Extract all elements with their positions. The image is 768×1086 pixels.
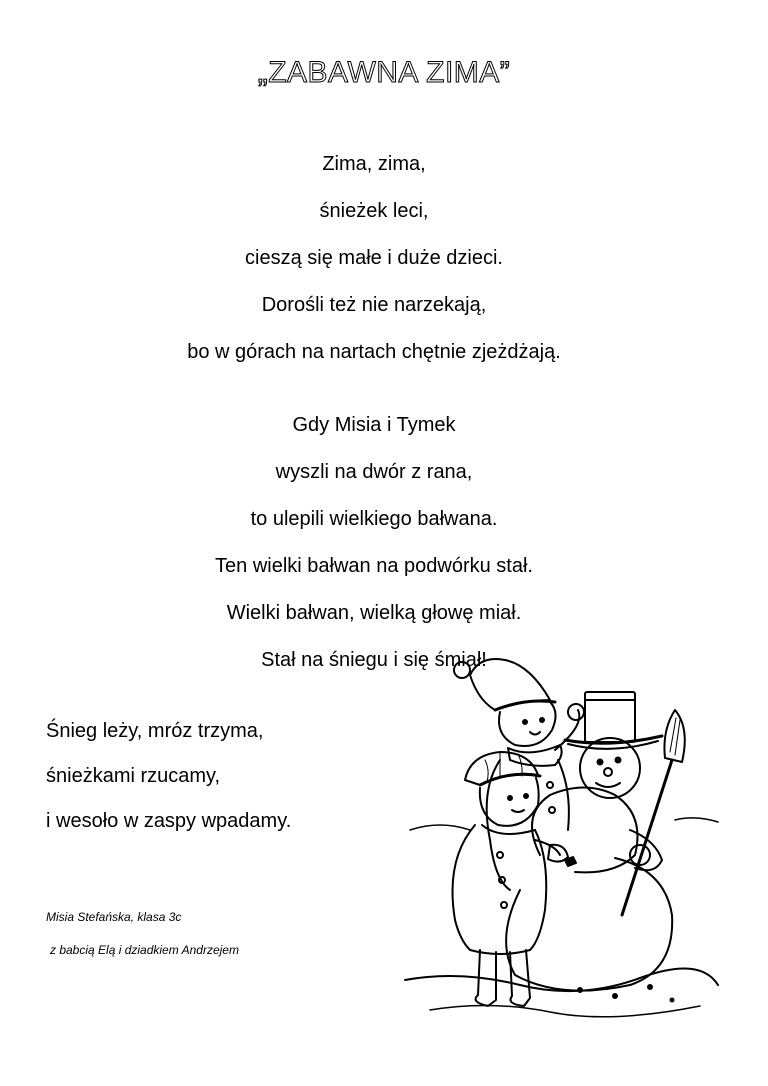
poem-line: i wesoło w zaspy wpadamy.: [46, 810, 292, 832]
poem-line: śnieżek leci,: [319, 200, 429, 222]
poem-line: Gdy Misia i Tymek: [292, 414, 456, 436]
poem-line: Ten wielki bałwan na podwórku stał.: [215, 555, 533, 577]
poem-line: Stał na śniegu i się śmiał!: [261, 649, 487, 671]
stanza-3: [46, 709, 291, 844]
poem-line: Zima, zima,: [322, 153, 426, 175]
poem-line: Śnieg leży, mróz trzyma,: [46, 720, 264, 742]
stanza-1: [0, 141, 748, 376]
poem-line: cieszą się małe i duże dzieci.: [245, 247, 503, 269]
poem-line: śnieżkami rzucamy,: [46, 765, 221, 787]
poem-line: bo w górach na nartach chętnie zjeżdżają.: [187, 341, 561, 363]
poem-line: Wielki bałwan, wielką głowę miał.: [226, 602, 522, 624]
author-credit: z babcią Elą i dziadkiem Andrzejem: [50, 943, 239, 957]
poem-line: Dorośli też nie narzekają,: [261, 294, 487, 316]
author-signature: Misia Stefańska, klasa 3c: [46, 910, 182, 924]
poem-line: wyszli na dwór z rana,: [275, 461, 473, 483]
poem-line: to ulepili wielkiego bałwana.: [250, 508, 498, 530]
poem-title: „ZABAWNA ZIMA”: [257, 56, 511, 89]
children-building-snowman-icon: [400, 640, 720, 1026]
